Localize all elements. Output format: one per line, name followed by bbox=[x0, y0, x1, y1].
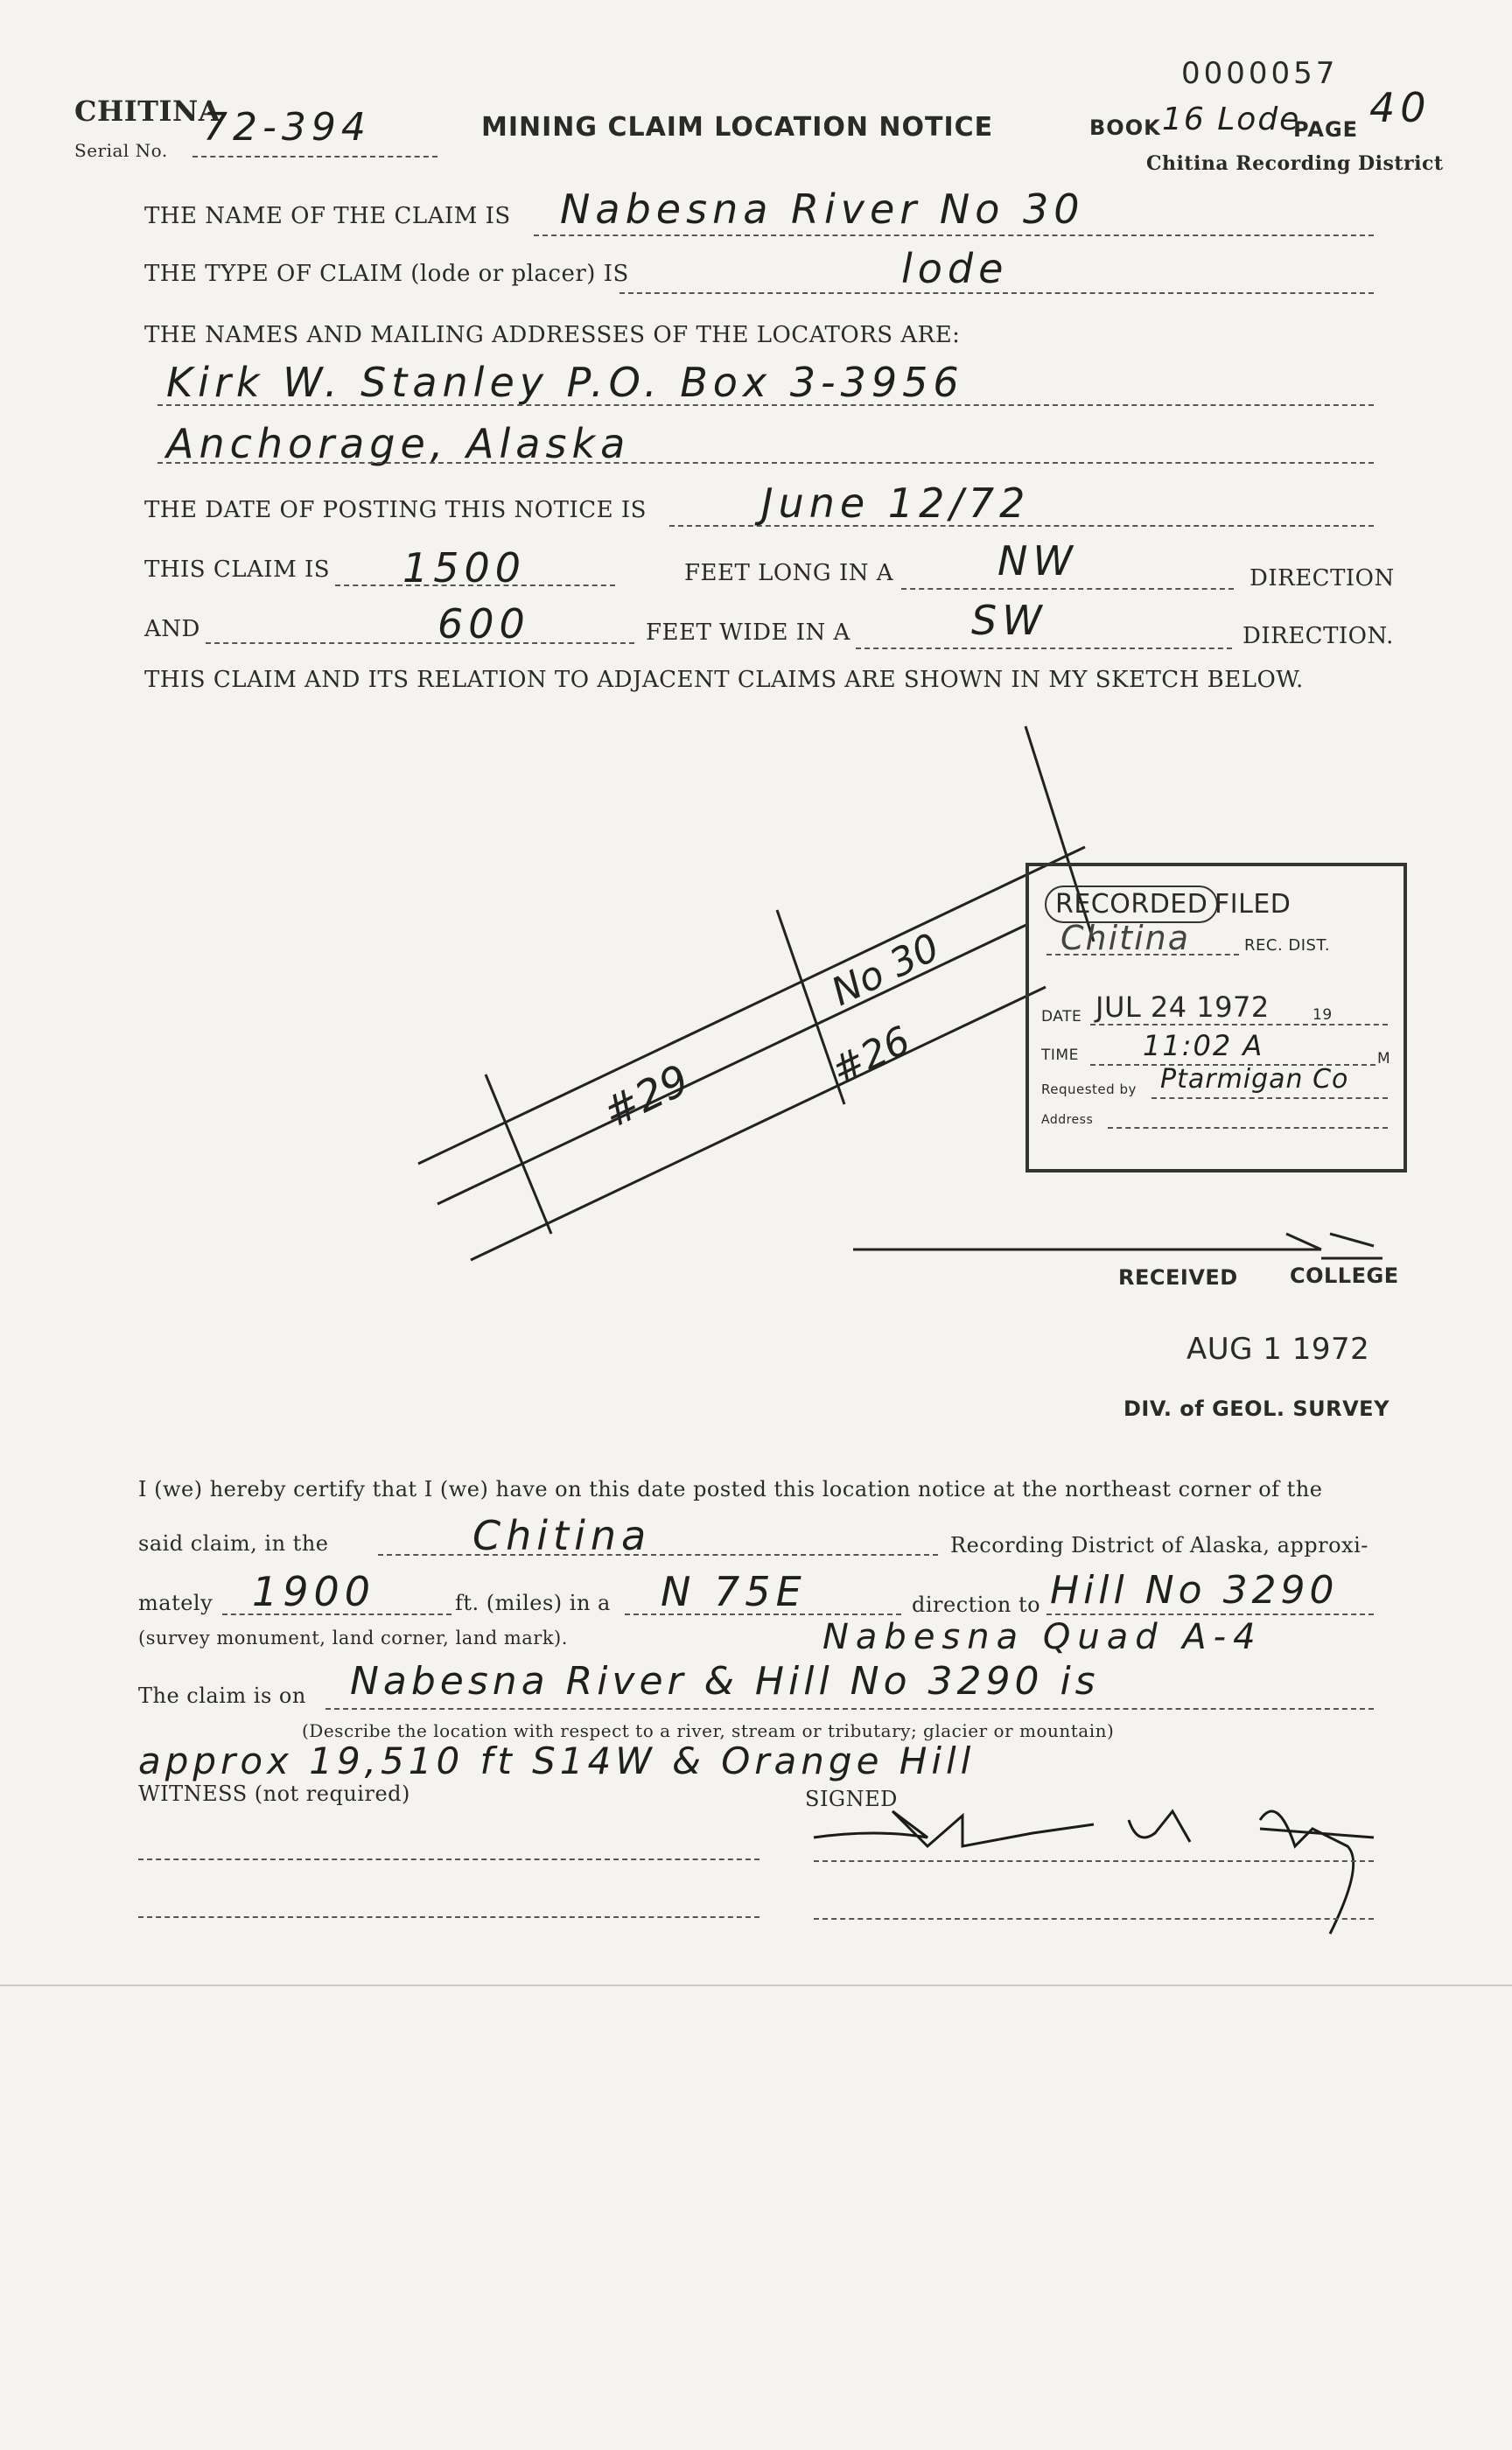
claim-name-label: THE NAME OF THE CLAIM IS bbox=[144, 203, 511, 229]
signed-label: SIGNED bbox=[805, 1787, 898, 1811]
cert-district-value: Chitina bbox=[472, 1512, 652, 1559]
and-label: AND bbox=[144, 616, 200, 642]
rec-district-value: Chitina bbox=[1060, 919, 1191, 957]
sketch-instruction: THIS CLAIM AND ITS RELATION TO ADJACENT CLAIMS ARE SHOWN IN MY SKETCH BELOW. bbox=[144, 667, 1304, 693]
bearing-value: N 75E bbox=[661, 1568, 807, 1615]
quad-value: Nabesna Quad A-4 bbox=[822, 1617, 1263, 1657]
describe-note: (Describe the location with respect to a river, stream or tributary; glacier or mountain) bbox=[302, 1720, 1115, 1741]
locators-label: THE NAMES AND MAILING ADDRESSES OF THE LOCATORS ARE: bbox=[144, 322, 961, 348]
stamp-time-label: TIME bbox=[1041, 1046, 1079, 1064]
length-value: 1500 bbox=[402, 544, 527, 592]
serial-value: 72-394 bbox=[203, 105, 371, 150]
claim-on-label: The claim is on bbox=[138, 1684, 306, 1708]
posting-date-label: THE DATE OF POSTING THIS NOTICE IS bbox=[144, 497, 647, 523]
stamp-year-prefix: 19 bbox=[1312, 1006, 1333, 1024]
received-date: AUG 1 1972 bbox=[1186, 1332, 1370, 1367]
recorded-label: RECORDED bbox=[1045, 886, 1218, 923]
serial-label: Serial No. bbox=[74, 140, 168, 161]
document-number-stamp: 0000057 bbox=[1181, 56, 1339, 91]
claim-on-value: Nabesna River & Hill No 3290 is bbox=[350, 1659, 1100, 1704]
mately-label: mately bbox=[138, 1591, 214, 1615]
length-direction-value: NW bbox=[998, 537, 1078, 584]
certification-text: I (we) hereby certify that I (we) have on this date posted this location notice at the northeast corner of the bbox=[138, 1477, 1323, 1502]
width-mid-label: FEET WIDE IN A bbox=[646, 620, 850, 646]
stamp-time-value: 11:02 A bbox=[1143, 1029, 1264, 1062]
college-label: COLLEGE bbox=[1290, 1264, 1399, 1288]
requested-by-label: Requested by bbox=[1041, 1082, 1137, 1097]
sketch-label-30: No 30 bbox=[824, 925, 947, 1015]
claim-type-label: THE TYPE OF CLAIM (lode or placer) IS bbox=[144, 261, 629, 287]
distance-value: 1900 bbox=[252, 1568, 376, 1615]
requested-by-value: Ptarmigan Co bbox=[1160, 1064, 1349, 1095]
sketch-label-26: #26 bbox=[824, 1018, 918, 1094]
ft-miles-label: ft. (miles) in a bbox=[455, 1591, 611, 1615]
stamp-date-value: JUL 24 1972 bbox=[1096, 990, 1270, 1024]
claim-type-value: lode bbox=[901, 245, 1009, 292]
recording-district-text: Recording District of Alaska, approxi- bbox=[950, 1533, 1368, 1558]
length-mid-label: FEET LONG IN A bbox=[684, 560, 894, 586]
direction-label-2: DIRECTION. bbox=[1242, 623, 1394, 649]
page-value: 40 bbox=[1369, 84, 1432, 131]
said-claim-label: said claim, in the bbox=[138, 1531, 329, 1556]
survey-note: (survey monument, land corner, land mark). bbox=[138, 1628, 568, 1648]
signed-line-2 bbox=[814, 1918, 1374, 1920]
form-title: MINING CLAIM LOCATION NOTICE bbox=[481, 112, 994, 143]
signed-line-1 bbox=[814, 1860, 1374, 1862]
direction-label: DIRECTION bbox=[1250, 565, 1395, 592]
witness-line-1 bbox=[138, 1858, 760, 1860]
received-label: RECEIVED bbox=[1118, 1265, 1238, 1290]
claim-name-value: Nabesna River No 30 bbox=[560, 186, 1085, 233]
sketch-label-29: #29 bbox=[595, 1055, 697, 1138]
witness-label: WITNESS (not required) bbox=[138, 1782, 410, 1806]
length-label: THIS CLAIM IS bbox=[144, 556, 331, 583]
direction-to-label: direction to bbox=[912, 1592, 1041, 1617]
landmark-value: Hill No 3290 bbox=[1050, 1568, 1339, 1613]
recording-district-label: Chitina Recording District bbox=[1146, 152, 1444, 175]
geol-survey-label: DIV. of GEOL. SURVEY bbox=[1124, 1396, 1390, 1421]
page-label: PAGE bbox=[1293, 117, 1359, 142]
width-value: 600 bbox=[438, 600, 530, 648]
filed-label: FILED bbox=[1214, 889, 1292, 920]
witness-line-2 bbox=[138, 1916, 760, 1918]
locators-line2: Anchorage, Alaska bbox=[166, 420, 631, 467]
page-fold-divider bbox=[0, 1984, 1512, 1986]
stamp-time-suffix: M bbox=[1377, 1050, 1391, 1068]
stamp-date-label: DATE bbox=[1041, 1008, 1082, 1026]
posting-date-value: June 12/72 bbox=[761, 480, 1031, 527]
district-short-label: CHITINA bbox=[74, 94, 221, 128]
signature-stroke bbox=[814, 1811, 1374, 1934]
locators-line1: Kirk W. Stanley P.O. Box 3-3956 bbox=[166, 359, 964, 406]
approx-location-value: approx 19,510 ft S14W & Orange Hill bbox=[138, 1740, 976, 1782]
book-value: 16 Lode bbox=[1162, 102, 1301, 137]
width-direction-value: SW bbox=[971, 597, 1047, 644]
rec-dist-label: REC. DIST. bbox=[1244, 936, 1331, 955]
address-label: Address bbox=[1041, 1113, 1094, 1127]
book-label: BOOK bbox=[1089, 116, 1161, 140]
